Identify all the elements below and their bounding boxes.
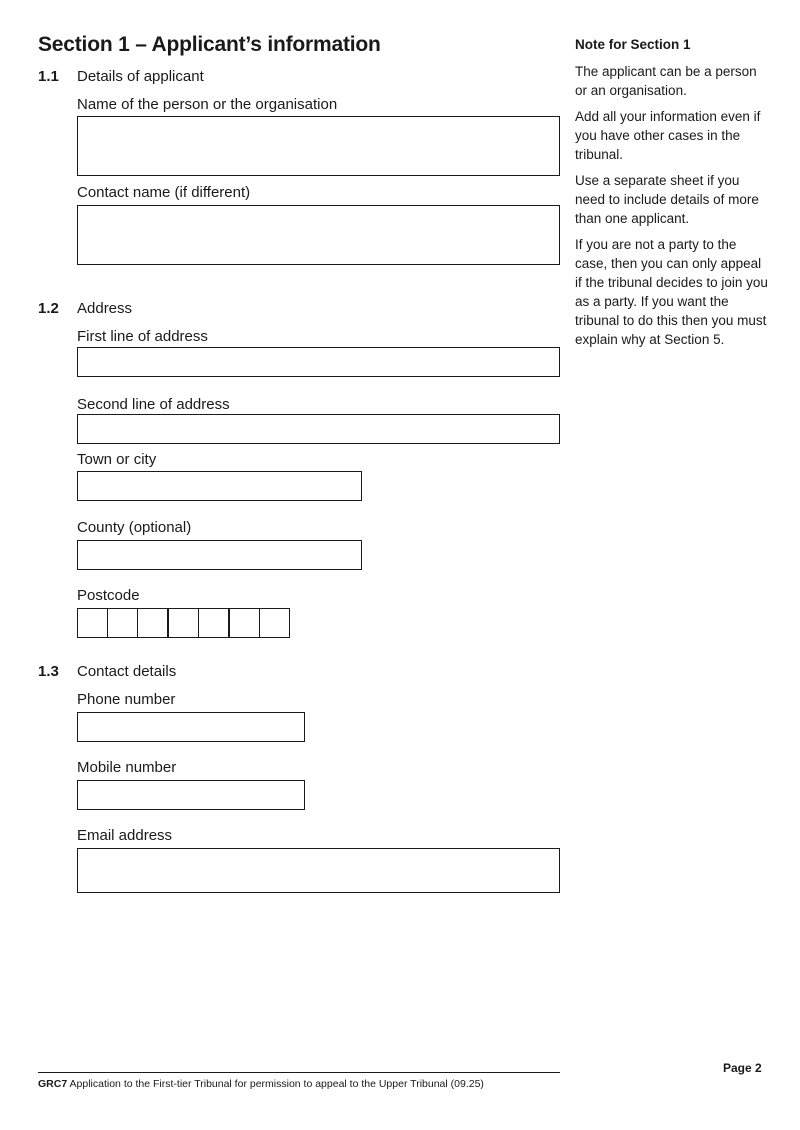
mobile-label: Mobile number [77, 759, 177, 776]
question-number-1-2: 1.2 [38, 300, 59, 317]
county-field[interactable] [77, 540, 362, 570]
address-line1-label: First line of address [77, 328, 208, 345]
form-code: GRC7 [38, 1078, 68, 1090]
postcode-label: Postcode [77, 587, 140, 604]
applicant-name-field[interactable] [77, 116, 560, 176]
note-paragraph-2: Add all your information even if you have other cases in the tribunal. [575, 109, 761, 162]
phone-field[interactable] [77, 712, 305, 742]
note-body [575, 62, 770, 349]
postcode-cell[interactable] [229, 608, 260, 638]
postcode-cell[interactable] [137, 608, 168, 638]
note-paragraph-3: Use a separate sheet if you need to include details of more than one applicant. [575, 173, 759, 226]
county-label: County (optional) [77, 519, 192, 536]
question-heading-1-1: Details of applicant [77, 68, 204, 85]
question-number-1-1: 1.1 [38, 68, 59, 85]
email-field[interactable] [77, 848, 560, 893]
town-label: Town or city [77, 451, 157, 468]
contact-name-label: Contact name (if different) [77, 184, 251, 201]
address-line1-field[interactable] [77, 347, 560, 377]
note-paragraph-1: The applicant can be a person or an organisation. [575, 64, 757, 98]
postcode-cell[interactable] [259, 608, 290, 638]
section-title: Section 1 – Applicant’s information [38, 33, 381, 56]
postcode-cell[interactable] [77, 608, 108, 638]
contact-name-field[interactable] [77, 205, 560, 265]
question-heading-1-3: Contact details [77, 663, 177, 680]
note-title: Note for Section 1 [575, 37, 691, 52]
note-paragraph-4: If you are not a party to the case, then you can only appeal if the tribunal decides to join you as a party. If you want the tribunal to do this then you must explain why at Section 5. [575, 237, 768, 347]
address-line2-label: Second line of address [77, 396, 230, 413]
applicant-name-label: Name of the person or the organisation [77, 96, 338, 113]
question-heading-1-2: Address [77, 300, 133, 317]
page-number: Page 2 [723, 1061, 762, 1075]
email-label: Email address [77, 827, 173, 844]
town-field[interactable] [77, 471, 362, 501]
address-line2-field[interactable] [77, 414, 560, 444]
postcode-cell[interactable] [198, 608, 229, 638]
footer-divider [38, 1072, 560, 1073]
postcode-cell[interactable] [107, 608, 138, 638]
phone-label: Phone number [77, 691, 176, 708]
postcode-cell[interactable] [168, 608, 199, 638]
form-title: Application to the First-tier Tribunal for permission to appeal to the Upper Tribunal (09.25) [69, 1078, 484, 1090]
postcode-field [77, 608, 290, 638]
mobile-field[interactable] [77, 780, 305, 810]
question-number-1-3: 1.3 [38, 663, 59, 680]
footer-text [38, 1078, 484, 1090]
